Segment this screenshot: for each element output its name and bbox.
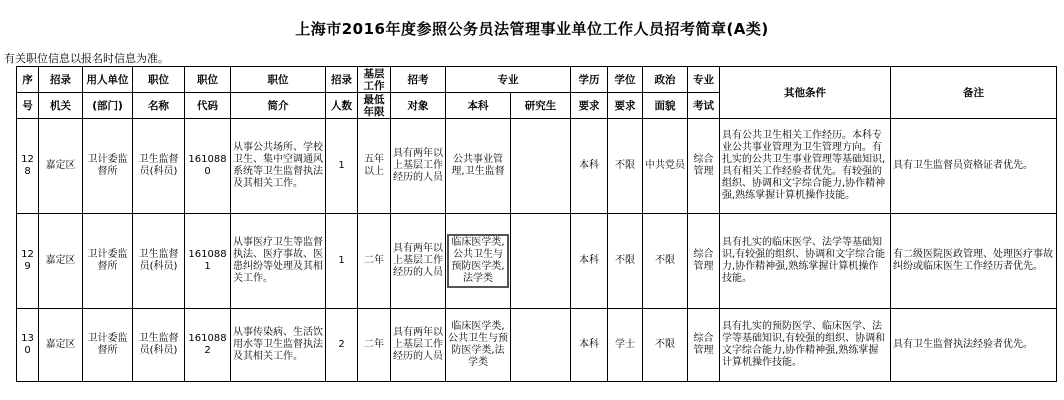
- cell-other: 具有扎实的预防医学、临床医学、法学等基础知识,有较强的组织、协调和文字综合能力,协作精神强,熟练掌握计算机操作技能。: [720, 309, 891, 382]
- header-zhiwei-jj: 职位: [231, 67, 326, 93]
- header-kaoshi: 专业: [688, 67, 720, 93]
- cell-exam: 综合管理: [688, 309, 720, 382]
- cell-desc: 从事传染病、生活饮用水等卫生监督执法及其相关工作。: [231, 309, 326, 382]
- cell-desc: 从事公共场所、学校卫生、集中空调通风系统等卫生监督执法及其相关工作。: [231, 119, 326, 214]
- cell-remark: 具有卫生监督员资格证者优先。: [891, 119, 1057, 214]
- header-jiceng: 基层工作: [358, 67, 391, 93]
- header-zhaokao: 招考: [391, 67, 446, 93]
- cell-exam: 综合管理: [688, 119, 720, 214]
- cell-other: 具有扎实的临床医学、法学等基础知识,有较强的组织、协调和文字综合能力,协作精神强,熟练掌握计算机操作技能。: [720, 214, 891, 309]
- cell-agency: 嘉定区: [39, 214, 83, 309]
- cell-remark: 有二级医院医政管理、处理医疗事故纠纷或临床医生工作经历者优先。: [891, 214, 1057, 309]
- header-zhiwei-dm: 职位: [185, 67, 231, 93]
- cell-id: 128: [17, 119, 39, 214]
- cell-code: 1610882: [185, 309, 231, 382]
- table-row: [17, 309, 1057, 382]
- header-xu-2: 号: [17, 93, 39, 119]
- cell-major-yjs: [511, 119, 571, 214]
- page-title: 上海市2016年度参照公务员法管理事业单位工作人员招考简章(A类): [295, 20, 769, 38]
- header-xueli: 学历: [571, 67, 608, 93]
- header-yanjiusheng: 研究生: [511, 93, 571, 119]
- cell-edu: 本科: [571, 214, 608, 309]
- cell-edu: 本科: [571, 309, 608, 382]
- cell-degree: 不限: [608, 214, 643, 309]
- cell-political: 中共党员: [643, 119, 688, 214]
- header-xuewei-2: 要求: [608, 93, 643, 119]
- cell-unit: 卫计委监督所: [83, 309, 133, 382]
- cell-major-bk-text: 临床医学类,公共卫生与预防医学类,法学类: [447, 234, 509, 288]
- header-zhiwei-mc: 职位: [133, 67, 185, 93]
- header-beizhu: 备注: [891, 67, 1057, 119]
- cell-major-yjs: [511, 309, 571, 382]
- header-qita: 其他条件: [720, 67, 891, 119]
- cell-major-bk: 公共事业管理,卫生监督: [446, 119, 511, 214]
- header-zhiwei-dm-2: 代码: [185, 93, 231, 119]
- cell-edu: 本科: [571, 119, 608, 214]
- cell-target: 具有两年以上基层工作经历的人员: [391, 309, 446, 382]
- cell-agency: 嘉定区: [39, 309, 83, 382]
- header-xuewei: 学位: [608, 67, 643, 93]
- cell-target: 具有两年以上基层工作经历的人员: [391, 214, 446, 309]
- cell-id: 129: [17, 214, 39, 309]
- header-zhiwei-jj-2: 简介: [231, 93, 326, 119]
- header-zhuanye: 专业: [446, 67, 571, 93]
- header-yongren: 用人单位: [83, 67, 133, 93]
- cell-unit: 卫计委监督所: [83, 214, 133, 309]
- cell-remark: 具有卫生监督执法经验者优先。: [891, 309, 1057, 382]
- header-zhengzhi-2: 面貌: [643, 93, 688, 119]
- cell-major-yjs: [511, 214, 571, 309]
- header-zhaolu-2: 机关: [39, 93, 83, 119]
- cell-code: 1610880: [185, 119, 231, 214]
- cell-desc: 从事医疗卫生等监督执法、医疗事故、医患纠纷等处理及其相关工作。: [231, 214, 326, 309]
- header-xu: 序: [17, 67, 39, 93]
- header-renshu-2: 人数: [326, 93, 358, 119]
- recruitment-table: [16, 66, 1057, 382]
- cell-years: 二年: [358, 214, 391, 309]
- header-renshu: 招录: [326, 67, 358, 93]
- cell-political: 不限: [643, 214, 688, 309]
- cell-position: 卫生监督员(科员): [133, 119, 185, 214]
- table-row: [17, 119, 1057, 214]
- cell-position: 卫生监督员(科员): [133, 214, 185, 309]
- header-jiceng-2: 最低年限: [358, 93, 391, 119]
- cell-code: 1610881: [185, 214, 231, 309]
- cell-agency: 嘉定区: [39, 119, 83, 214]
- cell-count: 2: [326, 309, 358, 382]
- header-kaoshi-2: 考试: [688, 93, 720, 119]
- cell-unit: 卫计委监督所: [83, 119, 133, 214]
- cell-degree: 学士: [608, 309, 643, 382]
- cell-years: 二年: [358, 309, 391, 382]
- table-row: [17, 214, 1057, 309]
- cell-id: 130: [17, 309, 39, 382]
- header-zhengzhi: 政治: [643, 67, 688, 93]
- cell-years: 五年以上: [358, 119, 391, 214]
- header-row-1: [17, 67, 1057, 93]
- cell-major-bk-selected[interactable]: [446, 214, 511, 309]
- header-zhaokao-2: 对象: [391, 93, 446, 119]
- cell-political: 不限: [643, 309, 688, 382]
- header-yongren-2: (部门): [83, 93, 133, 119]
- cell-count: 1: [326, 214, 358, 309]
- cell-exam: 综合管理: [688, 214, 720, 309]
- info-note: 有关职位信息以报名时信息为准。: [4, 52, 169, 65]
- header-benke: 本科: [446, 93, 511, 119]
- cell-degree: 不限: [608, 119, 643, 214]
- cell-target: 具有两年以上基层工作经历的人员: [391, 119, 446, 214]
- header-xueli-2: 要求: [571, 93, 608, 119]
- header-zhiwei-mc-2: 名称: [133, 93, 185, 119]
- cell-count: 1: [326, 119, 358, 214]
- cell-other: 具有公共卫生相关工作经历。本科专业公共事业管理为卫生管理方向。有扎实的公共卫生事业管理等基础知识,具有相关工作经验者优先。有较强的组织、协调和文字综合能力,协作精神强,熟练掌握计算机操作技能。: [720, 119, 891, 214]
- cell-position: 卫生监督员(科员): [133, 309, 185, 382]
- cell-major-bk: 临床医学类,公共卫生与预防医学类,法学类: [446, 309, 511, 382]
- header-zhaolu: 招录: [39, 67, 83, 93]
